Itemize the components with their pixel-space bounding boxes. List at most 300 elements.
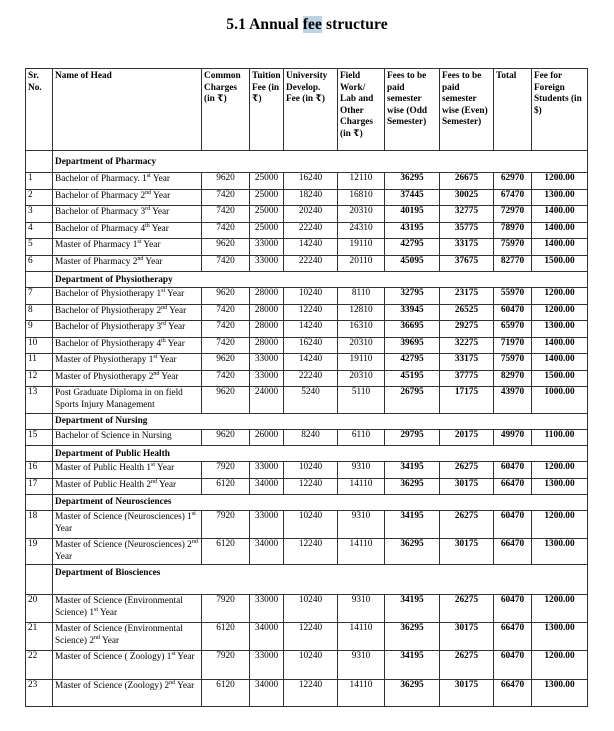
department-label: Department of Nursing (53, 413, 588, 429)
col-total: 75970 (494, 239, 532, 256)
col-even: 26275 (440, 594, 494, 622)
col-foreign: 1400.00 (532, 337, 588, 354)
col-total: 60470 (494, 650, 532, 679)
col-even: 30175 (440, 478, 494, 494)
name-tail: Year (141, 240, 161, 250)
col-common: 7420 (202, 206, 250, 223)
col-total: 75970 (494, 354, 532, 371)
table-row (26, 206, 588, 223)
col-university: 22240 (284, 255, 338, 272)
col-odd: 45095 (385, 255, 440, 272)
department-row (26, 151, 588, 173)
col-odd: 34195 (385, 510, 440, 538)
table-row (26, 594, 588, 622)
col-field: 20310 (338, 206, 385, 223)
department-row (26, 564, 588, 594)
ordinal-suffix: nd (161, 304, 168, 311)
col-common: 7920 (202, 594, 250, 622)
name-cell (53, 370, 202, 387)
col-common: 7420 (202, 255, 250, 272)
ordinal-suffix: nd (145, 189, 152, 196)
name-text: Post Graduate Diploma in on field Sports Injury Management (55, 388, 183, 410)
name-cell (53, 337, 202, 354)
col-odd: 43195 (385, 222, 440, 239)
col-total: 66470 (494, 478, 532, 494)
col-common: 7420 (202, 222, 250, 239)
col-university: 14240 (284, 321, 338, 338)
name-text: Bachelor of Pharmacy 3 (55, 207, 146, 217)
name-tail: Year (149, 223, 169, 234)
name-text: Master of Science (Neurosciences) 2 (55, 539, 192, 550)
col-odd: 36295 (385, 478, 440, 494)
header-sr: Sr. No. (26, 69, 53, 151)
sr-cell: 6 (26, 255, 53, 272)
name-text: Master of Physiotherapy 1 (55, 355, 154, 365)
col-odd: 36295 (385, 622, 440, 650)
col-even: 26675 (440, 173, 494, 190)
col-tuition: 26000 (250, 429, 284, 446)
col-tuition: 25000 (250, 173, 284, 190)
col-odd: 32795 (385, 288, 440, 305)
name-cell (53, 255, 202, 272)
col-tuition: 24000 (250, 387, 284, 414)
name-tail: Year (167, 305, 187, 316)
header-foreign: Fee for Foreign Students (in $) (532, 69, 588, 151)
name-cell (53, 538, 202, 564)
col-foreign: 1500.00 (532, 255, 588, 272)
sr-cell: 21 (26, 622, 53, 650)
name-tail: Year (159, 371, 179, 382)
name-text: Bachelor of Physiotherapy 3 (55, 322, 162, 332)
name-cell (53, 429, 202, 446)
dept-sr-cell (26, 272, 53, 288)
name-text: Bachelor of Science in Nursing (55, 430, 172, 441)
ordinal-suffix: rd (161, 320, 167, 327)
col-field: 16310 (338, 321, 385, 338)
ordinal-suffix: st (171, 650, 176, 657)
col-tuition: 33000 (250, 462, 284, 479)
name-tail: Year (155, 463, 175, 473)
col-field: 9310 (338, 650, 385, 679)
name-tail: Year (165, 338, 185, 349)
col-field: 12810 (338, 304, 385, 321)
col-even: 37675 (440, 255, 494, 272)
sr-cell: 22 (26, 650, 53, 679)
header-odd: Fees to be paid semester wise (Odd Semester) (385, 69, 440, 151)
col-odd: 36295 (385, 538, 440, 564)
col-field: 14110 (338, 679, 385, 707)
sr-cell: 18 (26, 510, 53, 538)
col-common: 7420 (202, 304, 250, 321)
col-odd: 45195 (385, 370, 440, 387)
table-row (26, 462, 588, 479)
name-cell (53, 189, 202, 206)
table-row (26, 337, 588, 354)
department-label: Department of Public Health (53, 446, 588, 462)
col-odd: 36295 (385, 679, 440, 707)
dept-sr-cell (26, 564, 53, 594)
col-field: 14110 (338, 622, 385, 650)
col-common: 9620 (202, 239, 250, 256)
col-foreign: 1300.00 (532, 321, 588, 338)
ordinal-suffix: st (161, 287, 166, 294)
col-total: 66470 (494, 679, 532, 707)
name-text: Master of Pharmacy 2 (55, 256, 138, 267)
col-total: 43970 (494, 387, 532, 414)
col-odd: 42795 (385, 239, 440, 256)
col-university: 10240 (284, 594, 338, 622)
col-university: 10240 (284, 462, 338, 479)
col-university: 10240 (284, 510, 338, 538)
name-text: Bachelor of Pharmacy 2 (55, 190, 146, 201)
name-text: Master of Science (Environmental Science) 2 (55, 623, 183, 646)
col-common: 7920 (202, 650, 250, 679)
header-field: Field Work/ Lab and Other Charges (in ₹) (338, 69, 385, 151)
name-tail: Year (55, 551, 73, 562)
col-university: 12240 (284, 304, 338, 321)
table-row (26, 173, 588, 190)
ordinal-suffix: nd (151, 478, 158, 485)
col-field: 14110 (338, 478, 385, 494)
col-odd: 34195 (385, 462, 440, 479)
col-even: 26275 (440, 462, 494, 479)
col-total: 60470 (494, 510, 532, 538)
col-tuition: 33000 (250, 650, 284, 679)
col-university: 20240 (284, 206, 338, 223)
sr-cell: 10 (26, 337, 53, 354)
col-even: 37775 (440, 370, 494, 387)
ordinal-suffix: st (191, 510, 196, 517)
col-field: 14110 (338, 538, 385, 564)
sr-cell: 3 (26, 206, 53, 223)
name-tail: Year (150, 174, 170, 184)
sr-cell: 8 (26, 304, 53, 321)
name-tail: Year (99, 635, 120, 646)
ordinal-suffix: st (146, 172, 151, 179)
col-university: 14240 (284, 354, 338, 371)
name-cell (53, 222, 202, 239)
table-row (26, 622, 588, 650)
sr-cell: 20 (26, 594, 53, 622)
col-foreign: 1200.00 (532, 510, 588, 538)
col-tuition: 33000 (250, 239, 284, 256)
sr-cell: 13 (26, 387, 53, 414)
name-tail: Year (165, 289, 185, 299)
name-cell (53, 206, 202, 223)
col-field: 9310 (338, 594, 385, 622)
col-university: 12240 (284, 538, 338, 564)
title-highlighted-word: fee (302, 16, 322, 33)
col-even: 30025 (440, 189, 494, 206)
table-row (26, 387, 588, 414)
col-foreign: 1400.00 (532, 222, 588, 239)
col-university: 12240 (284, 679, 338, 707)
department-label: Department of Neurosciences (53, 494, 588, 510)
name-tail: Year (98, 607, 118, 618)
table-row (26, 478, 588, 494)
col-field: 20110 (338, 255, 385, 272)
table-row (26, 288, 588, 305)
col-even: 35775 (440, 222, 494, 239)
name-cell (53, 462, 202, 479)
col-even: 20175 (440, 429, 494, 446)
name-tail: Year (157, 479, 177, 490)
name-text: Master of Science ( Zoology) 1 (55, 651, 172, 662)
col-common: 7420 (202, 321, 250, 338)
col-field: 20310 (338, 337, 385, 354)
col-odd: 40195 (385, 206, 440, 223)
col-odd: 34195 (385, 594, 440, 622)
name-cell (53, 239, 202, 256)
name-cell (53, 510, 202, 538)
ordinal-suffix: nd (93, 634, 100, 641)
sr-cell: 2 (26, 189, 53, 206)
fee-table-body (26, 151, 588, 707)
col-field: 19110 (338, 354, 385, 371)
col-university: 14240 (284, 239, 338, 256)
sr-cell: 7 (26, 288, 53, 305)
col-tuition: 25000 (250, 222, 284, 239)
ordinal-suffix: th (145, 222, 150, 229)
table-row (26, 255, 588, 272)
sr-cell: 9 (26, 321, 53, 338)
col-total: 62970 (494, 173, 532, 190)
department-label: Department of Pharmacy (53, 151, 588, 173)
ordinal-suffix: rd (145, 205, 151, 212)
col-total: 55970 (494, 288, 532, 305)
col-total: 82770 (494, 255, 532, 272)
table-row (26, 429, 588, 446)
sr-cell: 16 (26, 462, 53, 479)
name-cell (53, 304, 202, 321)
col-field: 19110 (338, 239, 385, 256)
header-university: University Develop. Fee (in ₹) (284, 69, 338, 151)
col-tuition: 34000 (250, 622, 284, 650)
header-row (26, 69, 588, 151)
table-row (26, 538, 588, 564)
sr-cell: 19 (26, 538, 53, 564)
col-even: 32775 (440, 206, 494, 223)
col-even: 17175 (440, 387, 494, 414)
col-foreign: 1200.00 (532, 304, 588, 321)
col-foreign: 1200.00 (532, 462, 588, 479)
col-foreign: 1500.00 (532, 370, 588, 387)
col-university: 10240 (284, 288, 338, 305)
name-tail: Year (157, 355, 177, 365)
col-odd: 26795 (385, 387, 440, 414)
col-foreign: 1200.00 (532, 594, 588, 622)
sr-cell: 11 (26, 354, 53, 371)
col-common: 7420 (202, 370, 250, 387)
fee-table (25, 68, 588, 707)
col-common: 7920 (202, 462, 250, 479)
name-text: Bachelor of Physiotherapy 4 (55, 338, 162, 349)
col-common: 6120 (202, 622, 250, 650)
col-university: 8240 (284, 429, 338, 446)
col-odd: 29795 (385, 429, 440, 446)
ordinal-suffix: th (161, 337, 166, 344)
col-foreign: 1400.00 (532, 354, 588, 371)
col-common: 6120 (202, 538, 250, 564)
name-text: Master of Science (Zoology) 2 (55, 680, 170, 691)
col-field: 12110 (338, 173, 385, 190)
col-total: 78970 (494, 222, 532, 239)
col-university: 22240 (284, 222, 338, 239)
name-cell (53, 650, 202, 679)
col-university: 12240 (284, 478, 338, 494)
col-foreign: 1100.00 (532, 429, 588, 446)
department-label: Department of Physiotherapy (53, 272, 588, 288)
col-foreign: 1200.00 (532, 650, 588, 679)
name-cell (53, 387, 202, 414)
col-common: 9620 (202, 288, 250, 305)
col-foreign: 1300.00 (532, 679, 588, 707)
col-total: 66470 (494, 622, 532, 650)
department-row (26, 494, 588, 510)
col-university: 18240 (284, 189, 338, 206)
col-field: 5110 (338, 387, 385, 414)
ordinal-suffix: st (151, 461, 156, 468)
table-row (26, 239, 588, 256)
col-university: 12240 (284, 622, 338, 650)
col-odd: 33945 (385, 304, 440, 321)
col-tuition: 34000 (250, 478, 284, 494)
col-field: 9310 (338, 510, 385, 538)
name-cell (53, 173, 202, 190)
name-text: Master of Pharmacy 1 (55, 240, 138, 250)
table-row (26, 679, 588, 707)
col-total: 60470 (494, 462, 532, 479)
col-odd: 42795 (385, 354, 440, 371)
col-total: 65970 (494, 321, 532, 338)
col-field: 24310 (338, 222, 385, 239)
dept-sr-cell (26, 151, 53, 173)
name-tail: Year (150, 207, 170, 217)
page-title (0, 16, 614, 34)
col-field: 8110 (338, 288, 385, 305)
title-prefix: 5.1 Annual (226, 16, 303, 33)
col-even: 33175 (440, 239, 494, 256)
sr-cell: 5 (26, 239, 53, 256)
name-tail: Year (151, 190, 171, 201)
col-total: 66470 (494, 538, 532, 564)
col-total: 60470 (494, 304, 532, 321)
col-tuition: 25000 (250, 206, 284, 223)
col-even: 26525 (440, 304, 494, 321)
col-even: 26275 (440, 510, 494, 538)
col-total: 60470 (494, 594, 532, 622)
col-university: 22240 (284, 370, 338, 387)
sr-cell: 12 (26, 370, 53, 387)
col-foreign: 1300.00 (532, 538, 588, 564)
name-text: Bachelor of Physiotherapy 1 (55, 289, 162, 299)
col-common: 7420 (202, 189, 250, 206)
col-tuition: 33000 (250, 510, 284, 538)
col-field: 16810 (338, 189, 385, 206)
col-odd: 36695 (385, 321, 440, 338)
col-foreign: 1000.00 (532, 387, 588, 414)
sr-cell: 23 (26, 679, 53, 707)
table-row (26, 370, 588, 387)
department-row (26, 413, 588, 429)
header-even: Fees to be paid semester wise (Even) Semester) (440, 69, 494, 151)
col-even: 29275 (440, 321, 494, 338)
name-text: Master of Science (Neurosciences) 1 (55, 511, 192, 522)
col-odd: 34195 (385, 650, 440, 679)
table-row (26, 354, 588, 371)
name-text: Bachelor of Pharmacy. 1 (55, 174, 147, 184)
col-even: 23175 (440, 288, 494, 305)
col-tuition: 33000 (250, 255, 284, 272)
sr-cell: 15 (26, 429, 53, 446)
col-common: 7920 (202, 510, 250, 538)
col-field: 6110 (338, 429, 385, 446)
sr-cell: 1 (26, 173, 53, 190)
col-university: 10240 (284, 650, 338, 679)
table-row (26, 304, 588, 321)
name-text: Master of Science (Environmental Science) 1 (55, 595, 183, 618)
name-tail: Year (143, 256, 163, 267)
col-odd: 37445 (385, 189, 440, 206)
col-even: 32275 (440, 337, 494, 354)
col-foreign: 1200.00 (532, 288, 588, 305)
col-even: 30175 (440, 538, 494, 564)
department-row (26, 272, 588, 288)
name-cell (53, 594, 202, 622)
table-row (26, 321, 588, 338)
col-even: 26275 (440, 650, 494, 679)
col-tuition: 33000 (250, 594, 284, 622)
name-tail: Year (175, 651, 195, 662)
col-foreign: 1300.00 (532, 622, 588, 650)
col-tuition: 28000 (250, 337, 284, 354)
col-common: 6120 (202, 478, 250, 494)
col-common: 9620 (202, 429, 250, 446)
col-tuition: 28000 (250, 321, 284, 338)
col-even: 30175 (440, 622, 494, 650)
col-odd: 39695 (385, 337, 440, 354)
ordinal-suffix: st (137, 238, 142, 245)
col-common: 9620 (202, 173, 250, 190)
table-row (26, 650, 588, 679)
col-foreign: 1200.00 (532, 173, 588, 190)
col-foreign: 1400.00 (532, 206, 588, 223)
dept-sr-cell (26, 494, 53, 510)
ordinal-suffix: nd (137, 255, 144, 262)
col-tuition: 28000 (250, 288, 284, 305)
table-row (26, 189, 588, 206)
col-total: 72970 (494, 206, 532, 223)
col-field: 20310 (338, 370, 385, 387)
col-tuition: 25000 (250, 189, 284, 206)
col-odd: 36295 (385, 173, 440, 190)
name-text: Bachelor of Physiotherapy 2 (55, 305, 162, 316)
name-text: Master of Public Health 2 (55, 479, 152, 490)
col-total: 82970 (494, 370, 532, 387)
ordinal-suffix: nd (169, 679, 176, 686)
name-tail: Year (55, 523, 73, 534)
col-even: 33175 (440, 354, 494, 371)
col-foreign: 1300.00 (532, 478, 588, 494)
name-text: Bachelor of Pharmacy 4 (55, 223, 146, 234)
name-cell (53, 321, 202, 338)
col-common: 6120 (202, 679, 250, 707)
col-total: 49970 (494, 429, 532, 446)
department-row (26, 446, 588, 462)
col-tuition: 33000 (250, 354, 284, 371)
col-common: 7420 (202, 337, 250, 354)
col-tuition: 34000 (250, 679, 284, 707)
